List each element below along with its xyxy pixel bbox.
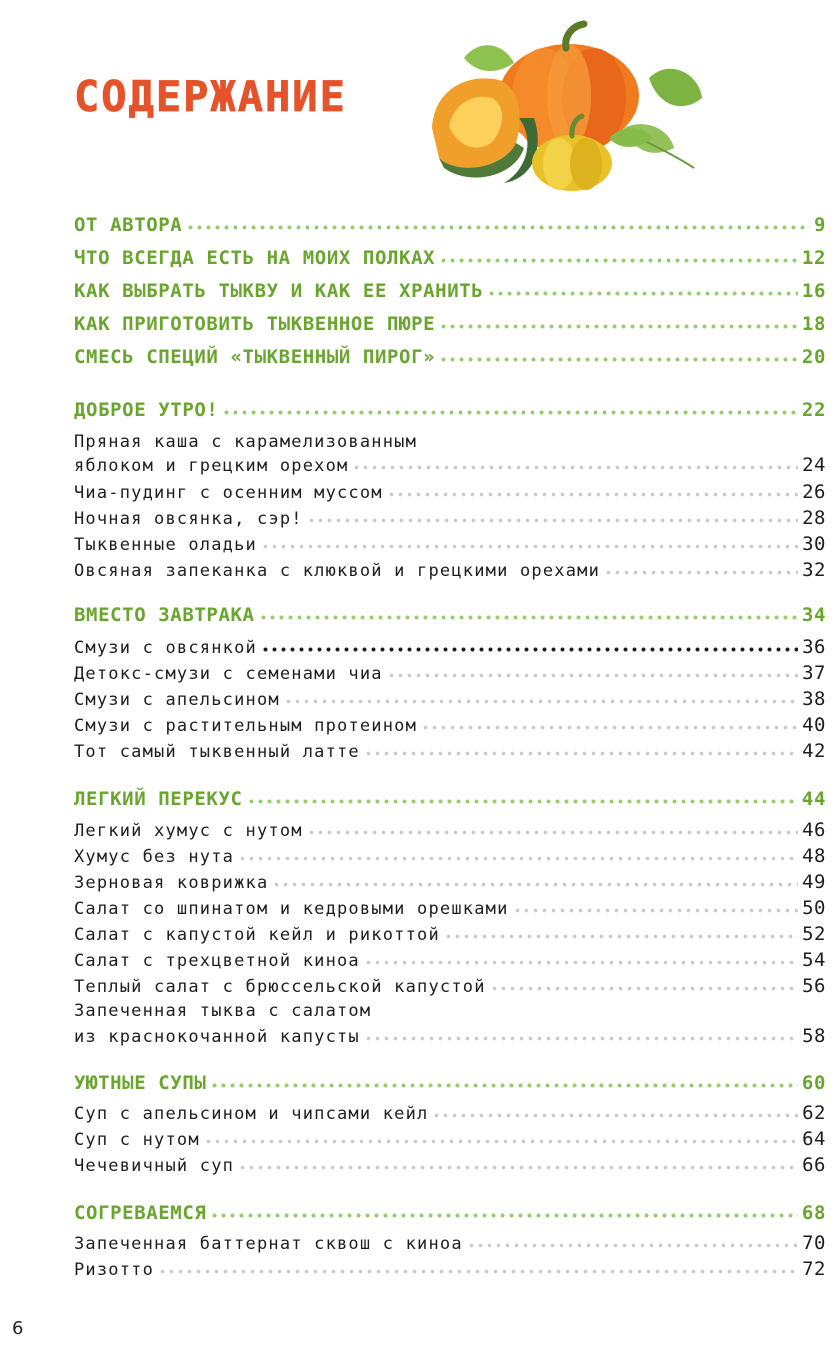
toc-recipe-entry[interactable]	[74, 1150, 826, 1176]
dot-leader	[444, 919, 798, 945]
toc-entry-title: СМЕСЬ СПЕЦИЙ «ТЫКВЕННЫЙ ПИРОГ»	[74, 346, 436, 368]
page-title: СОДЕРЖАНИЕ	[74, 72, 347, 121]
toc-entry-title: Ночная овсянка, сэр!	[74, 509, 303, 529]
toc-entry-title: Тот самый тыквенный латте	[74, 742, 360, 762]
toc-intro-entry[interactable]	[74, 276, 826, 302]
toc-page-number: 24	[802, 454, 826, 476]
toc-entry-title: ЧТО ВСЕГДА ЕСТЬ НА МОИХ ПОЛКАХ	[74, 247, 436, 269]
toc-entry-title: Суп с нутом	[74, 1130, 200, 1150]
dot-leader	[387, 658, 798, 684]
toc-page-number: 26	[802, 481, 826, 503]
toc-page-number: 64	[802, 1128, 826, 1150]
dot-leader	[186, 210, 810, 236]
toc-entry-title: Ризотто	[74, 1260, 155, 1280]
dot-leader	[513, 893, 799, 919]
toc-section-heading[interactable]	[74, 1068, 826, 1094]
toc-entry-title: Смузи с апельсином	[74, 690, 280, 710]
dot-leader	[439, 243, 798, 269]
toc-entry-title: Зерновая коврижка	[74, 873, 269, 893]
toc-page-number: 72	[802, 1258, 826, 1280]
toc-intro-entry[interactable]	[74, 309, 826, 335]
toc-page-number: 50	[802, 897, 826, 919]
toc-page-number: 34	[801, 604, 826, 626]
toc-page-number: 28	[802, 507, 826, 529]
toc-entry-title: Смузи с овсянкой	[74, 638, 257, 658]
toc-recipe-entry[interactable]	[74, 555, 826, 581]
toc-recipe-entry[interactable]	[74, 503, 826, 529]
toc-page-number: 20	[801, 346, 826, 368]
toc-page-number: 44	[801, 788, 826, 810]
toc-recipe-entry[interactable]	[74, 1124, 826, 1150]
toc-entry-title: ВМЕСТО ЗАВТРАКА	[74, 604, 255, 626]
toc-entry-title: КАК ВЫБРАТЬ ТЫКВУ И КАК ЕЕ ХРАНИТЬ	[74, 280, 484, 302]
toc-intro-entry[interactable]	[74, 243, 826, 269]
toc-page-number: 9	[813, 214, 826, 236]
toc-entry-title: Легкий хумус с нутом	[74, 821, 303, 841]
toc-page-number: 12	[801, 247, 826, 269]
toc-entry-title: ДОБРОЕ УТРО!	[74, 399, 219, 421]
toc-page-number: 48	[802, 845, 826, 867]
toc-entry-title: Запеченная баттернат сквош с киноа	[74, 1234, 463, 1254]
dot-leader	[364, 736, 798, 762]
toc-entry-title: Тыквенные оладьи	[74, 535, 257, 555]
toc-page-number: 52	[802, 923, 826, 945]
dot-leader	[487, 276, 798, 302]
toc-recipe-entry[interactable]	[74, 1021, 826, 1047]
toc-intro-entry[interactable]	[74, 342, 826, 368]
toc-recipe-entry[interactable]	[74, 632, 826, 658]
dot-leader	[259, 600, 798, 626]
toc-page-number: 32	[802, 559, 826, 581]
toc-recipe-entry[interactable]	[74, 658, 826, 684]
dot-leader	[364, 1021, 798, 1047]
toc-section-heading[interactable]	[74, 1198, 826, 1224]
dot-leader	[352, 450, 798, 476]
toc-section-heading[interactable]	[74, 784, 826, 810]
toc-recipe-entry[interactable]	[74, 841, 826, 867]
toc-entry-title-line1: Пряная каша с карамелизованным	[74, 432, 418, 452]
dot-leader	[238, 841, 798, 867]
toc-page-number: 16	[801, 280, 826, 302]
toc-section-heading[interactable]	[74, 395, 826, 421]
toc-entry-title-line1: Запеченная тыква с салатом	[74, 1001, 372, 1021]
dot-leader	[421, 710, 798, 736]
toc-page-number: 37	[802, 662, 826, 684]
dot-leader	[261, 632, 798, 658]
dot-leader	[204, 1124, 798, 1150]
dot-leader	[387, 477, 798, 503]
toc-page-number: 18	[801, 313, 826, 335]
toc-page-number: 46	[802, 819, 826, 841]
toc-entry-title: ЛЕГКИЙ ПЕРЕКУС	[74, 788, 243, 810]
toc-page-number: 42	[802, 740, 826, 762]
dot-leader	[439, 342, 798, 368]
toc-section-heading[interactable]	[74, 600, 826, 626]
dot-leader	[364, 945, 798, 971]
toc-entry-title: яблоком и грецким орехом	[74, 456, 349, 476]
toc-entry-title: Смузи с растительным протеином	[74, 716, 418, 736]
dot-leader	[432, 1098, 798, 1124]
toc-recipe-entry[interactable]	[74, 1254, 826, 1280]
dot-leader	[439, 309, 798, 335]
toc-page-number: 36	[802, 636, 826, 658]
toc-entry-title: УЮТНЫЕ СУПЫ	[74, 1072, 207, 1094]
toc-recipe-entry[interactable]	[74, 893, 826, 919]
toc-recipe-entry[interactable]	[74, 477, 826, 503]
toc-entry-title: Хумус без нута	[74, 847, 235, 867]
toc-page-number: 40	[802, 714, 826, 736]
toc-page-number: 68	[801, 1202, 826, 1224]
toc-page-number: 49	[802, 871, 826, 893]
toc-entry-title: ОТ АВТОРА	[74, 214, 183, 236]
toc-page-number: 60	[801, 1072, 826, 1094]
toc-recipe-entry[interactable]	[74, 529, 826, 555]
toc-recipe-entry[interactable]	[74, 1228, 826, 1254]
dot-leader	[210, 1068, 797, 1094]
dot-leader	[247, 784, 798, 810]
toc-page-number: 30	[802, 533, 826, 555]
toc-page-number: 62	[802, 1102, 826, 1124]
toc-entry-title: Теплый салат с брюссельской капустой	[74, 977, 486, 997]
dot-leader	[604, 555, 798, 581]
toc-intro-entry[interactable]	[74, 210, 826, 236]
toc-entry-title: из краснокочанной капусты	[74, 1027, 360, 1047]
toc-recipe-entry[interactable]	[74, 736, 826, 762]
toc-recipe-entry[interactable]	[74, 1098, 826, 1124]
toc-entry-title: Салат со шпинатом и кедровыми орешками	[74, 899, 509, 919]
toc-entry-title: Салат с капустой кейл и рикоттой	[74, 925, 440, 945]
dot-leader	[284, 684, 798, 710]
toc-page-number: 58	[802, 1025, 826, 1047]
toc-entry-title: СОГРЕВАЕМСЯ	[74, 1202, 207, 1224]
toc-entry-title: Овсяная запеканка с клюквой и грецкими орехами	[74, 561, 601, 581]
toc-page-number: 54	[802, 949, 826, 971]
dot-leader	[490, 971, 798, 997]
pumpkin-illustration	[424, 18, 714, 196]
dot-leader	[210, 1198, 797, 1224]
toc-recipe-entry[interactable]	[74, 684, 826, 710]
toc-entry-title: Детокс-смузи с семенами чиа	[74, 664, 383, 684]
toc-entry-title: Салат с трехцветной киноа	[74, 951, 360, 971]
toc-recipe-entry[interactable]	[74, 971, 826, 997]
toc-page-number: 70	[802, 1232, 826, 1254]
toc-entry-title: Чиа-пудинг с осенним муссом	[74, 483, 383, 503]
toc-page-number: 56	[802, 975, 826, 997]
dot-leader	[272, 867, 798, 893]
dot-leader	[307, 503, 798, 529]
dot-leader	[222, 395, 797, 421]
dot-leader	[158, 1254, 798, 1280]
dot-leader	[467, 1228, 798, 1254]
toc-page-number: 66	[802, 1154, 826, 1176]
toc-entry-title: Чечевичный суп	[74, 1156, 235, 1176]
toc-page-number: 38	[802, 688, 826, 710]
toc-recipe-entry[interactable]	[74, 867, 826, 893]
toc-recipe-entry[interactable]	[74, 945, 826, 971]
toc-recipe-entry[interactable]	[74, 450, 826, 476]
page-number: 6	[12, 1318, 24, 1339]
dot-leader	[261, 529, 798, 555]
toc-entry-title: КАК ПРИГОТОВИТЬ ТЫКВЕННОЕ ПЮРЕ	[74, 313, 436, 335]
toc-recipe-entry[interactable]	[74, 710, 826, 736]
dot-leader	[307, 815, 798, 841]
toc-page-number: 22	[801, 399, 826, 421]
dot-leader	[238, 1150, 798, 1176]
toc-recipe-entry[interactable]	[74, 815, 826, 841]
toc-entry-title: Суп с апельсином и чипсами кейл	[74, 1104, 429, 1124]
toc-recipe-entry[interactable]	[74, 919, 826, 945]
